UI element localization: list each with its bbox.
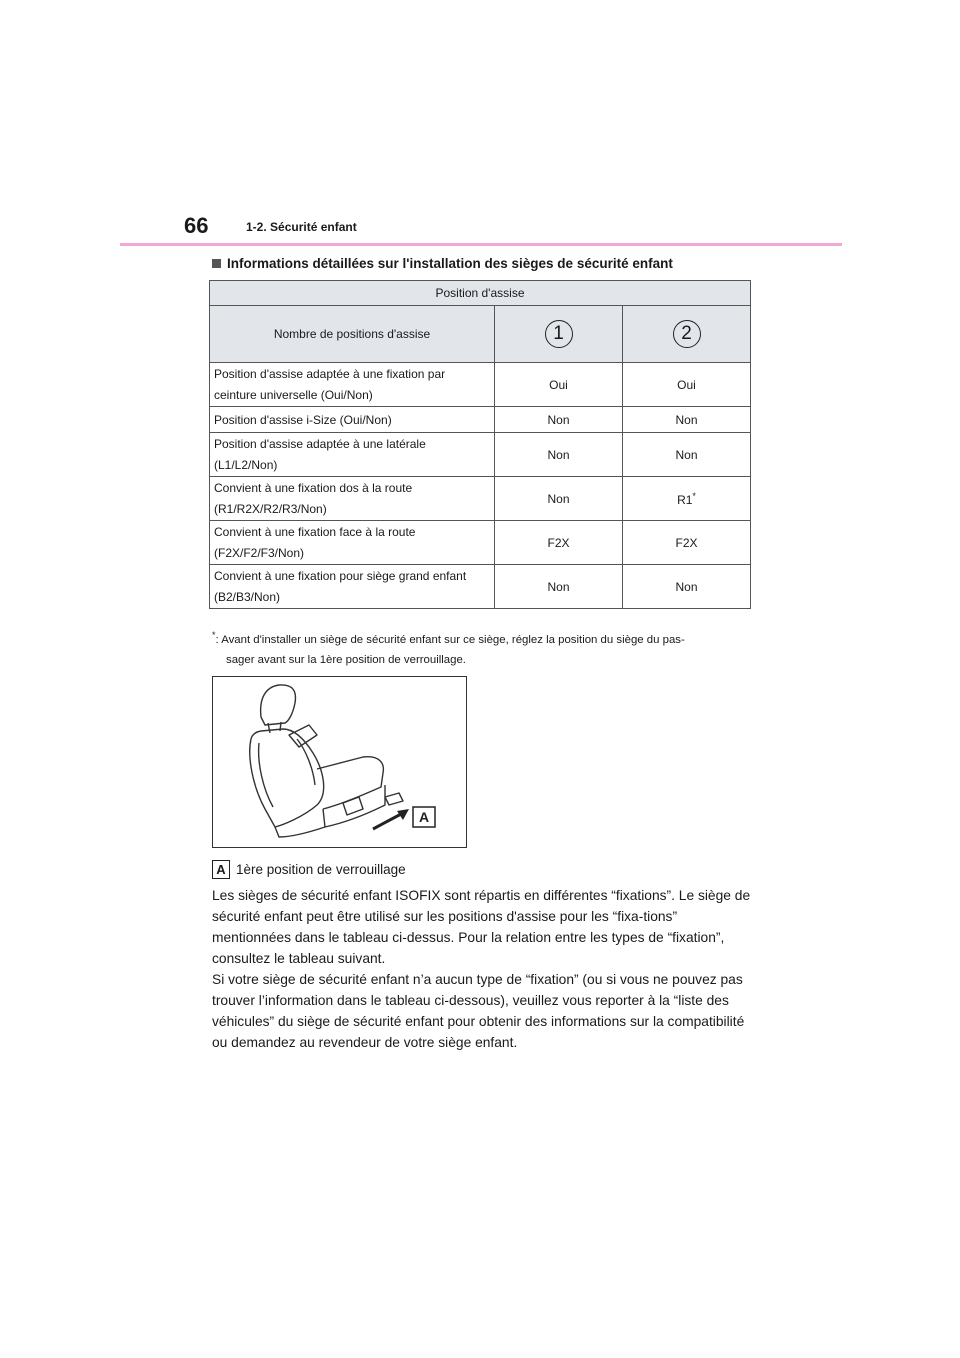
value-position-1: Non xyxy=(495,477,623,521)
table-row xyxy=(210,407,751,433)
value-position-1: F2X xyxy=(495,521,623,565)
value-position-2: F2X xyxy=(623,521,751,565)
row-label: Convient à une fixation dos à la route (R1/R2X/R2/R3/Non) xyxy=(210,477,495,521)
value-position-1: Oui xyxy=(495,363,623,407)
car-seat-icon xyxy=(213,677,466,847)
paragraph-fixations: Les sièges de sécurité enfant ISOFIX sont répartis en différentes “fixations”. Le siège de sécurité enfant peut être utilisé sur les positions d'assise pour les “fixa-tions” mentionnées dans le tableau ci-dessus. Pour la relation entre les types de “fixation”, consultez le tableau suivant. xyxy=(212,888,751,966)
square-bullet-icon xyxy=(212,259,221,268)
value-position-2: Non xyxy=(623,407,751,433)
paragraph-no-fixation: Si votre siège de sécurité enfant n’a aucun type de “fixation” (ou si vous ne pouvez pas trouver l’information dans le tableau ci-dessous), veuillez vous reporter à la “liste des véhicules” du siège de sécurité enfant pour obtenir des informations sur la compatibilité ou demandez au revendeur de votre siège enfant. xyxy=(212,972,745,1050)
table-footnote: *: Avant d'installer un siège de sécurité enfant sur ce siège, réglez la position du siège du pas- sager avant sur la 1ère position de verrouillage. xyxy=(212,630,685,666)
table-row xyxy=(210,433,751,477)
table-row xyxy=(210,521,751,565)
value-position-2: Non xyxy=(623,433,751,477)
heading-text: Informations détaillées sur l'installation des sièges de sécurité enfant xyxy=(227,256,673,271)
table-row xyxy=(210,565,751,609)
footnote-marker: * xyxy=(692,490,696,501)
value-position-1: Non xyxy=(495,407,623,433)
table-row xyxy=(210,363,751,407)
callout-a-tag: A xyxy=(212,860,230,879)
value-position-2: Non xyxy=(623,565,751,609)
seat-installation-table xyxy=(209,280,751,609)
page-number: 66 xyxy=(184,213,209,238)
seat-illustration xyxy=(212,676,467,848)
circled-number-1: 1 xyxy=(545,320,573,348)
callout-legend xyxy=(212,860,406,879)
position-1-header xyxy=(495,306,623,363)
row-label: Convient à une fixation face à la route (F2X/F2/F3/Non) xyxy=(210,521,495,565)
table-row xyxy=(210,477,751,521)
row-label: Position d'assise adaptée à une fixation par ceinture universelle (Oui/Non) xyxy=(210,363,495,407)
row-label: Convient à une fixation pour siège grand enfant (B2/B3/Non) xyxy=(210,565,495,609)
value-position-1: Non xyxy=(495,433,623,477)
row-label: Position d'assise i-Size (Oui/Non) xyxy=(210,407,495,433)
section-heading xyxy=(212,256,673,271)
body-text xyxy=(212,885,757,1053)
callout-a-label: A xyxy=(418,809,430,825)
position-2-header xyxy=(623,306,751,363)
table-group-header: Position d'assise xyxy=(210,281,751,306)
positions-count-label: Nombre de positions d'assise xyxy=(210,306,495,363)
value-position-2: Oui xyxy=(623,363,751,407)
section-title: 1-2. Sécurité enfant xyxy=(246,220,357,234)
callout-a-text: 1ère position de verrouillage xyxy=(236,862,406,877)
circled-number-2: 2 xyxy=(673,320,701,348)
footnote-star: * xyxy=(212,630,216,640)
header-rule xyxy=(120,243,842,246)
row-label: Position d'assise adaptée à une latérale (L1/L2/Non) xyxy=(210,433,495,477)
value-position-1: Non xyxy=(495,565,623,609)
value-position-2: R1* xyxy=(623,477,751,521)
